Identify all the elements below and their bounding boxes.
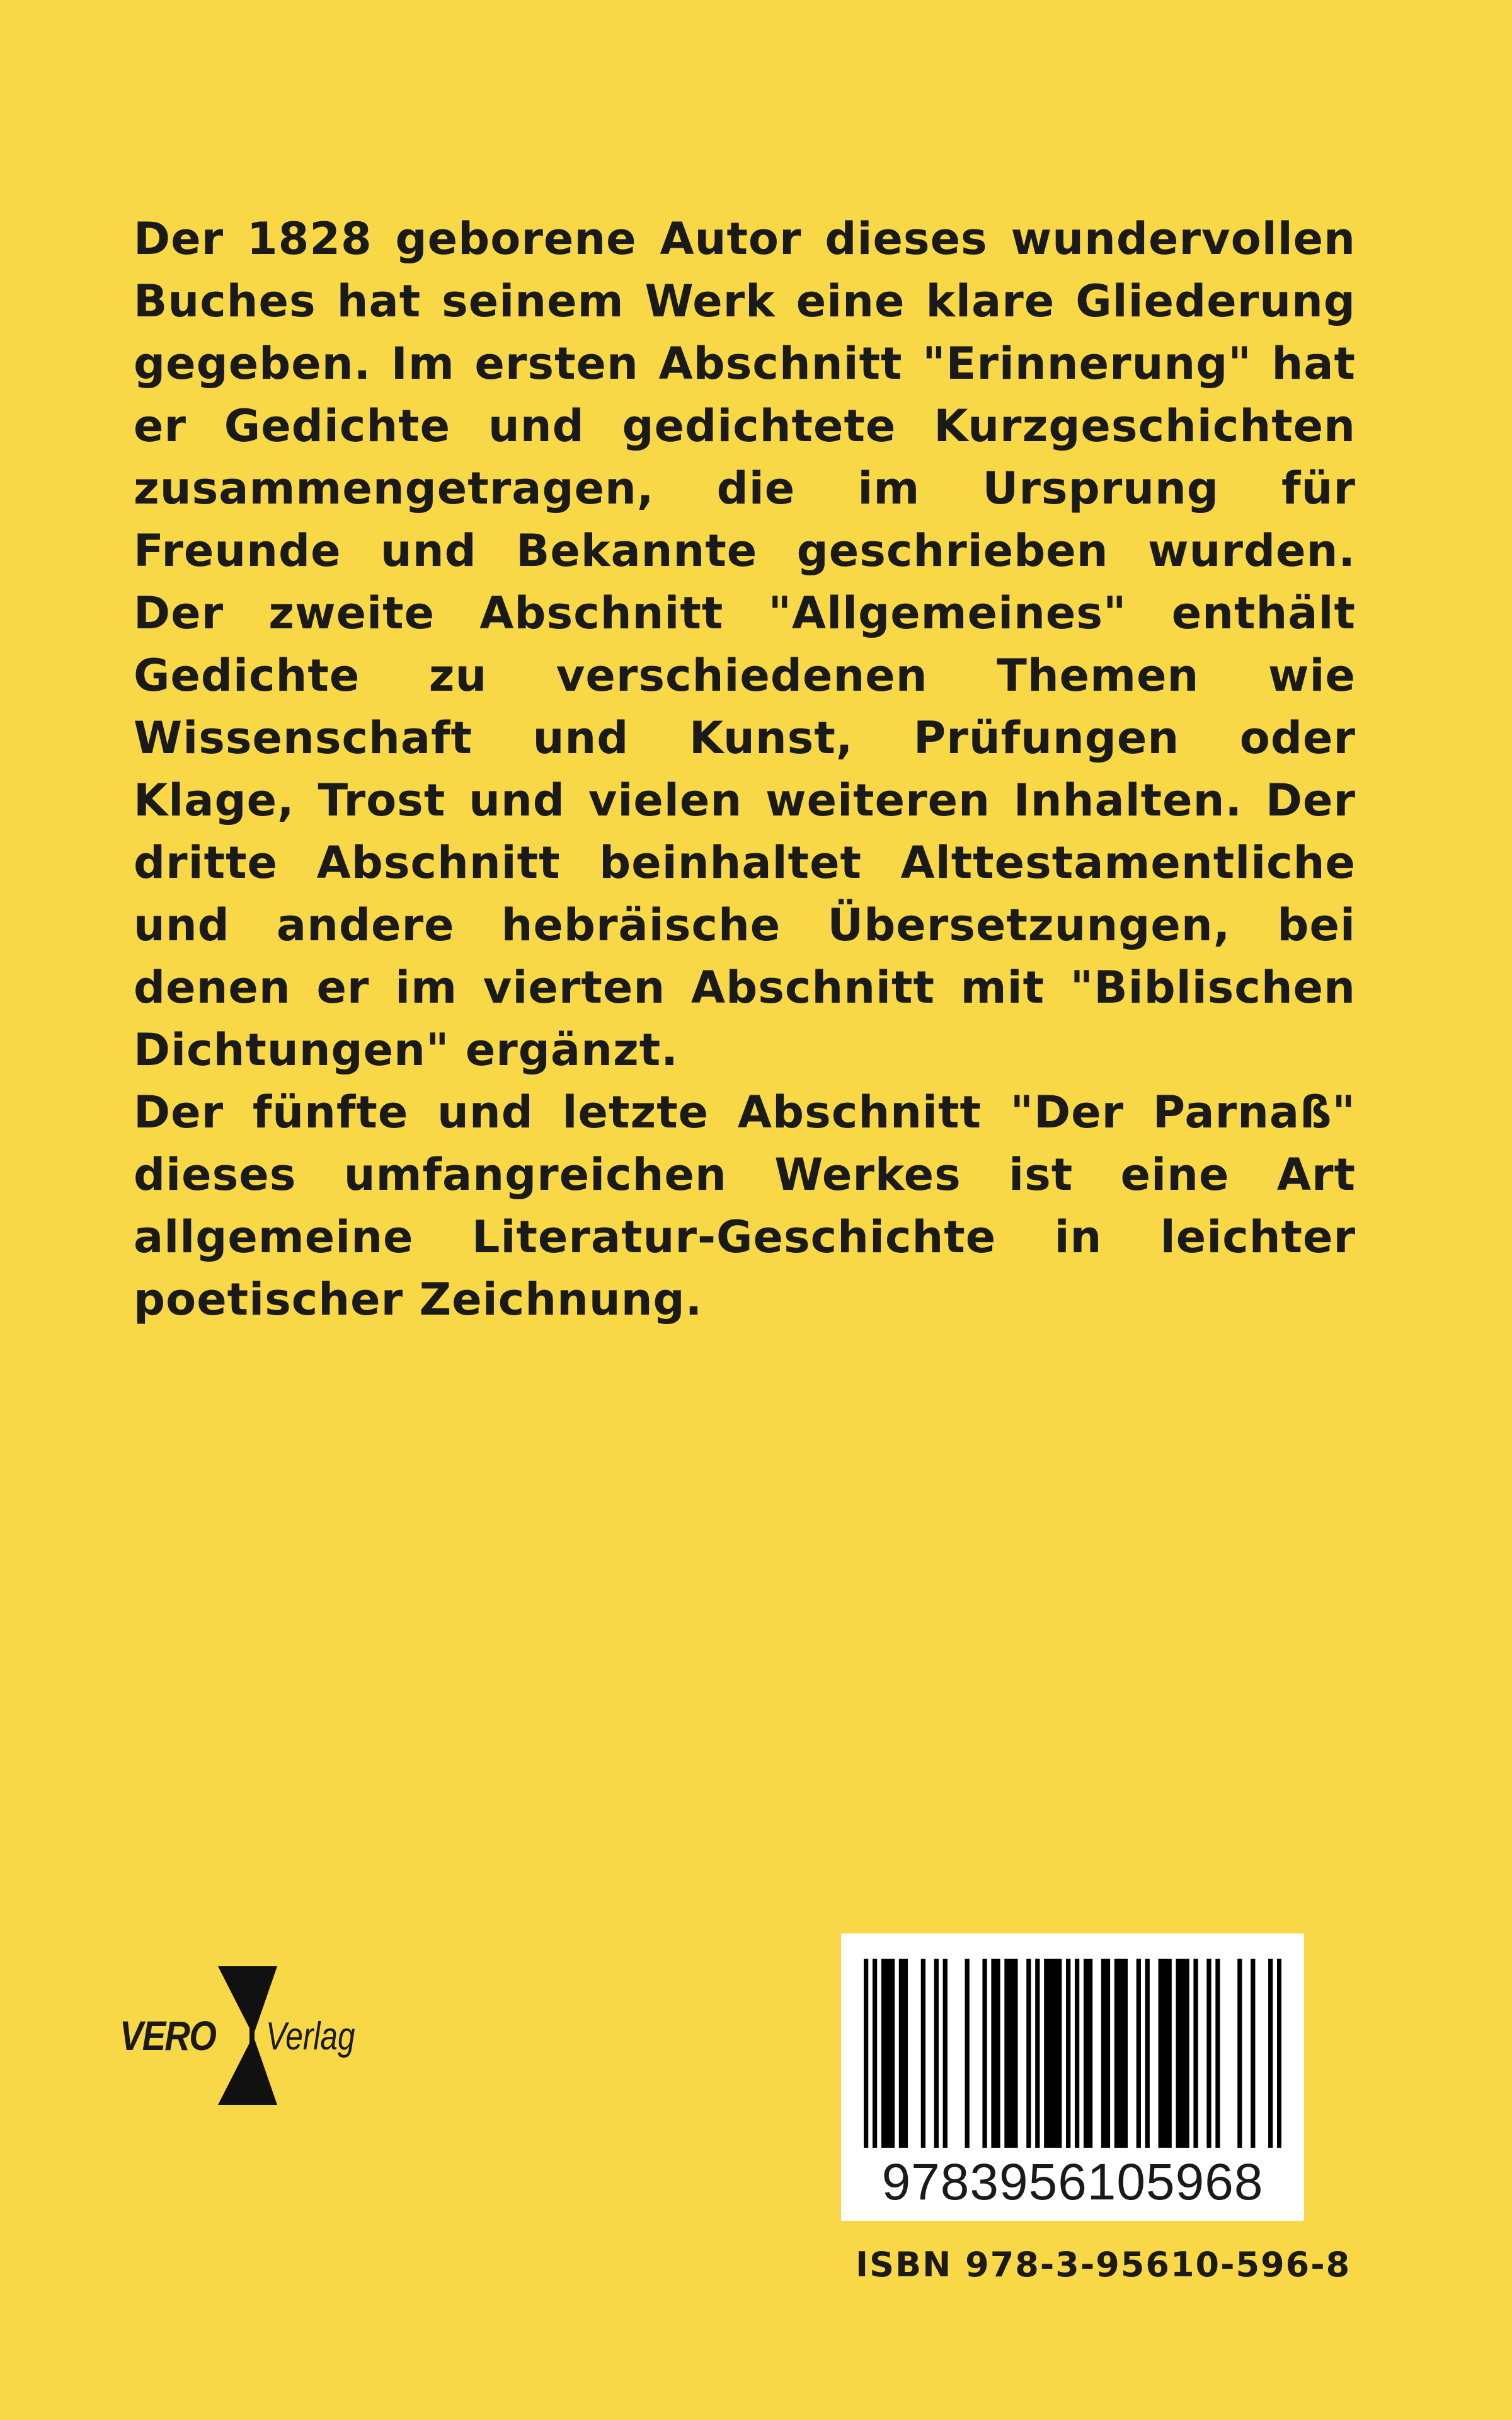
barcode-bar xyxy=(1123,1959,1128,2148)
barcode-bar xyxy=(1167,1959,1172,2148)
barcode-bars xyxy=(864,1959,1281,2148)
barcode-bar xyxy=(1026,1959,1031,2148)
barcode-bar xyxy=(1145,1959,1150,2148)
barcode-bar xyxy=(995,1959,1000,2148)
barcode-bar xyxy=(1004,1959,1009,2148)
barcode-bar xyxy=(864,1959,868,2148)
barcode-bar xyxy=(921,1959,925,2148)
barcode-bar xyxy=(1106,1959,1110,2148)
barcode-bar xyxy=(1206,1959,1211,2148)
blurb-paragraph-1: Der 1828 geborene Autor dieses wundervollen Buches hat seinem Werk eine klare Gliederung gegeben. Im ersten Abschnitt "Erinnerung" hat er Gedichte und gedichtete Kurzgeschichten zusammengetragen, die im Ursprung für Freunde und Bekannte geschrieben wurden. Der zweite Abschnitt "Allgemeines" enthält Gedichte zu verschiedenen Themen wie Wissenschaft und Kunst, Prüfungen oder Klage, Trost und vielen weiteren Inhalten. Der dritte Abschnitt beinhaltet Alttestamentliche und andere hebräische Übersetzungen, bei denen er im vierten Abschnitt mit "Biblischen Dichtungen" ergänzt. xyxy=(134,213,1356,1076)
barcode-bar xyxy=(991,1959,995,2148)
barcode-bar xyxy=(1193,1959,1198,2148)
barcode-bar xyxy=(1251,1959,1255,2148)
barcode-number: 9783956105968 xyxy=(881,2153,1264,2211)
barcode-bar xyxy=(1044,1959,1048,2148)
barcode-bar xyxy=(1084,1959,1088,2148)
barcode-bar xyxy=(934,1959,939,2148)
barcode-bar xyxy=(1048,1959,1053,2148)
barcode-bar xyxy=(890,1959,895,2148)
barcode-bar xyxy=(1277,1959,1281,2148)
barcode-bar xyxy=(1237,1959,1242,2148)
barcode-bar xyxy=(1057,1959,1062,2148)
barcode-bar xyxy=(1101,1959,1106,2148)
barcode-bar xyxy=(1114,1959,1119,2148)
barcode-bar xyxy=(886,1959,890,2148)
barcode xyxy=(841,1933,1304,2221)
barcode-bar xyxy=(982,1959,987,2148)
barcode-bar xyxy=(1066,1959,1070,2148)
publisher-logo xyxy=(120,1966,384,2105)
blurb-paragraph-2: Der fünfte und letzte Abschnitt "Der Parnaß" dieses umfangreichen Werkes ist eine Art allgemeine Literatur-Geschichte in leichter poetischer Zeichnung. xyxy=(134,1086,1356,1325)
barcode-bar xyxy=(1268,1959,1273,2148)
barcode-bar xyxy=(1035,1959,1040,2148)
barcode-bar xyxy=(1159,1959,1163,2148)
publisher-name-light: Verlag xyxy=(266,2015,355,2058)
barcode-bar xyxy=(1075,1959,1079,2148)
publisher-name-bold: VERO xyxy=(120,2012,216,2059)
barcode-bar xyxy=(1176,1959,1181,2148)
barcode-bar xyxy=(965,1959,970,2148)
barcode-bar xyxy=(1088,1959,1092,2148)
barcode-bar xyxy=(873,1959,877,2148)
isbn-label: ISBN 978-3-95610-596-8 xyxy=(856,2245,1351,2285)
cover-blurb xyxy=(134,208,1356,1331)
barcode-bar xyxy=(899,1959,903,2148)
barcode-bar xyxy=(1163,1959,1167,2148)
barcode-bar xyxy=(1184,1959,1189,2148)
barcode-bar xyxy=(1137,1959,1141,2148)
barcode-bar xyxy=(943,1959,948,2148)
barcode-bar xyxy=(1013,1959,1017,2148)
barcode-bar xyxy=(1053,1959,1057,2148)
barcode-bar xyxy=(1215,1959,1220,2148)
barcode-bar xyxy=(881,1959,886,2148)
barcode-bar xyxy=(1180,1959,1184,2148)
barcode-bar xyxy=(903,1959,908,2148)
barcode-bar xyxy=(1119,1959,1123,2148)
barcode-bar xyxy=(1009,1959,1013,2148)
